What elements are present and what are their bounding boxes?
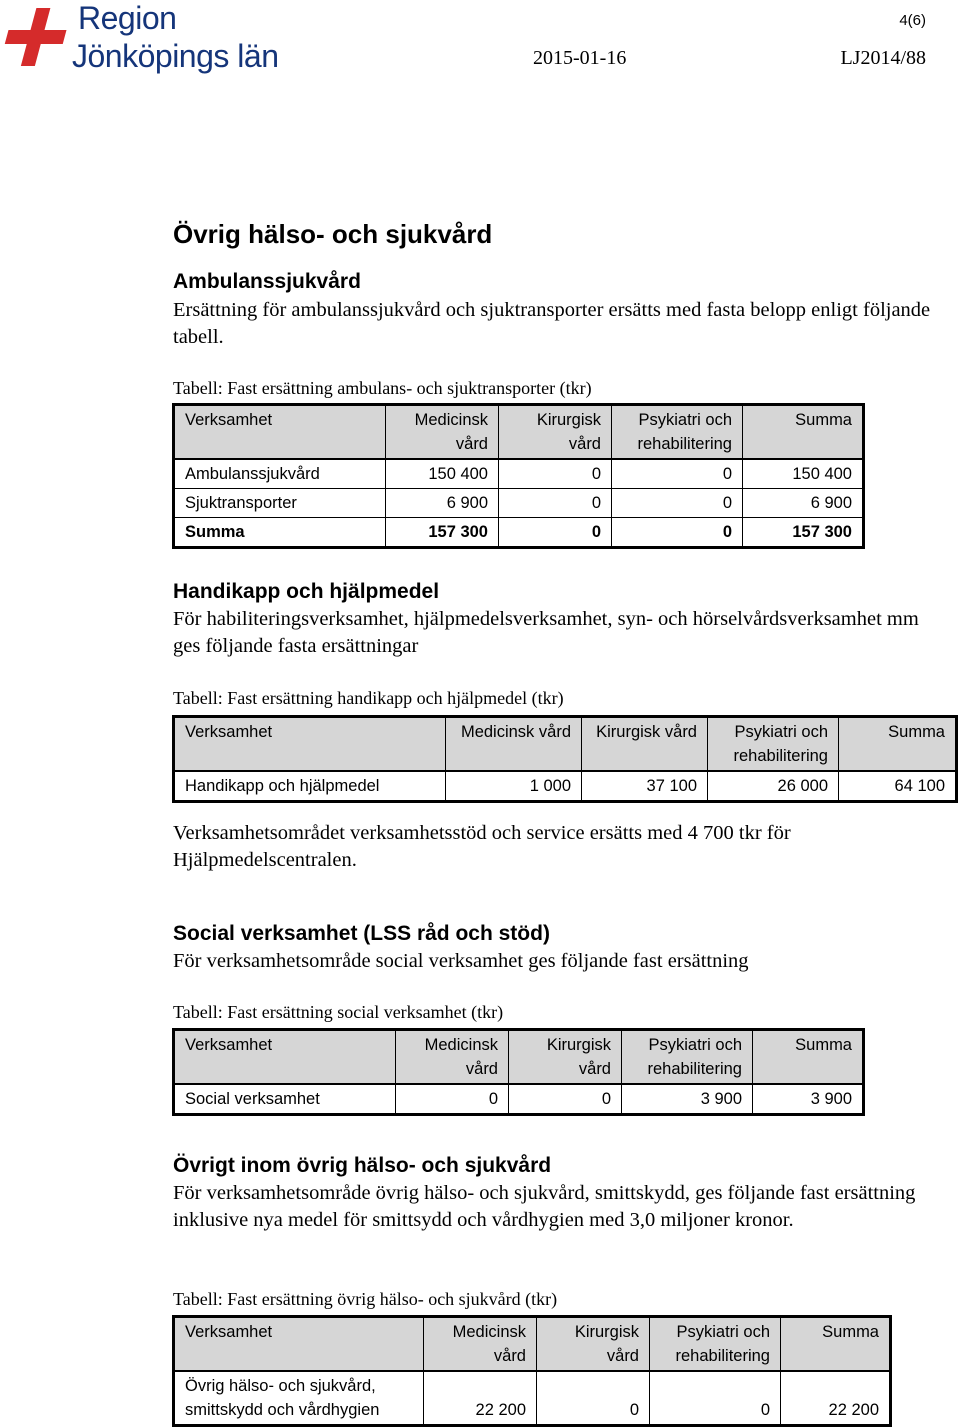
table-row [174, 771, 957, 802]
cell: 0 [612, 518, 743, 548]
cell: 1 000 [446, 771, 582, 802]
table-caption-handikapp: Tabell: Fast ersättning handikapp och hjälpmedel (tkr) [173, 688, 564, 708]
col-header-verksamhet: Verksamhet [174, 405, 386, 460]
col-header-verksamhet: Verksamhet [174, 1030, 396, 1085]
logo-text-county: Jönköpings län [72, 38, 279, 74]
col-header-kirurgisk: Kirurgisk vård [582, 717, 708, 772]
col-header-summa: Summa [743, 405, 864, 460]
logo-text-region: Region [78, 0, 177, 36]
table-header-row [174, 1317, 891, 1372]
col-header-psykiatri: Psykiatri och rehabilitering [708, 717, 839, 772]
cell: 0 [509, 1084, 622, 1115]
table-caption-ambulans: Tabell: Fast ersättning ambulans- och sjuktransporter (tkr) [173, 378, 592, 398]
region-cross-logo-icon [0, 2, 70, 72]
table-header-row [174, 405, 864, 460]
col-header-medicinsk: Medicinsk vård [424, 1317, 537, 1372]
col-header-psykiatri: Psykiatri och rehabilitering [650, 1317, 781, 1372]
cell: Summa [174, 518, 386, 548]
cell: 0 [612, 489, 743, 518]
page-title: Övrig hälso- och sjukvård [173, 219, 493, 249]
col-header-verksamhet: Verksamhet [174, 1317, 424, 1372]
cell: 22 200 [424, 1371, 537, 1426]
col-header-psykiatri: Psykiatri och rehabilitering [622, 1030, 753, 1085]
table-row [174, 459, 864, 489]
col-header-medicinsk: Medicinsk vård [396, 1030, 509, 1085]
cell: 0 [612, 459, 743, 489]
cell: 26 000 [708, 771, 839, 802]
col-header-verksamhet: Verksamhet [174, 717, 446, 772]
cell: Övrig hälso- och sjukvård, smittskydd och vårdhygien [174, 1371, 424, 1426]
table-header-row [174, 717, 957, 772]
table-caption-social: Tabell: Fast ersättning social verksamhet (tkr) [173, 1002, 504, 1022]
cell: 150 400 [386, 459, 499, 489]
section-text-social: För verksamhetsområde social verksamhet ges följande fast ersättning [173, 950, 749, 972]
cell: 3 900 [753, 1084, 864, 1115]
col-header-kirurgisk: Kirurgisk vård [537, 1317, 650, 1372]
col-header-kirurgisk: Kirurgisk vård [509, 1030, 622, 1085]
document-date: 2015-01-16 [533, 47, 627, 69]
table-social [172, 1028, 865, 1116]
section-heading-ambulans: Ambulanssjukvård [173, 270, 361, 293]
col-header-kirurgisk: Kirurgisk vård [499, 405, 612, 460]
section-after-text-handikapp: Verksamhetsområdet verksamhetsstöd och service ersätts med 4 700 tkr för Hjälpmedelscentralen. [173, 822, 791, 871]
table-handikapp [172, 715, 958, 803]
table-ovrigt [172, 1315, 892, 1427]
cell: Social verksamhet [174, 1084, 396, 1115]
cell: 64 100 [839, 771, 957, 802]
table-ambulans [172, 403, 865, 549]
cell: 22 200 [781, 1371, 891, 1426]
section-text-handikapp: För habiliteringsverksamhet, hjälpmedelsverksamhet, syn- och hörselvårdsverksamhet mm ges följande fasta ersättningar [173, 608, 919, 657]
col-header-medicinsk: Medicinsk vård [386, 405, 499, 460]
cell: 157 300 [743, 518, 864, 548]
cell: 6 900 [743, 489, 864, 518]
cell: 6 900 [386, 489, 499, 518]
section-heading-handikapp: Handikapp och hjälpmedel [173, 580, 440, 603]
cell: Sjuktransporter [174, 489, 386, 518]
region-logo [0, 0, 300, 80]
table-row [174, 1371, 891, 1426]
cell: 157 300 [386, 518, 499, 548]
col-header-summa: Summa [753, 1030, 864, 1085]
section-heading-social: Social verksamhet (LSS råd och stöd) [173, 922, 550, 945]
section-heading-ovrigt: Övrigt inom övrig hälso- och sjukvård [173, 1154, 552, 1177]
col-header-medicinsk: Medicinsk vård [446, 717, 582, 772]
section-text-ambulans: Ersättning för ambulanssjukvård och sjuktransporter ersätts med fasta belopp enligt följande tabell. [173, 299, 931, 348]
col-header-summa: Summa [839, 717, 957, 772]
cell: 0 [499, 459, 612, 489]
cell: 0 [396, 1084, 509, 1115]
table-header-row [174, 1030, 864, 1085]
document-reference: LJ2014/88 [840, 47, 926, 69]
cell: 3 900 [622, 1084, 753, 1115]
table-total-row [174, 518, 864, 548]
table-caption-ovrigt: Tabell: Fast ersättning övrig hälso- och sjukvård (tkr) [173, 1289, 558, 1309]
col-header-psykiatri: Psykiatri och rehabilitering [612, 405, 743, 460]
table-row [174, 1084, 864, 1115]
cell: 0 [499, 518, 612, 548]
cell: 0 [499, 489, 612, 518]
cell: Handikapp och hjälpmedel [174, 771, 446, 802]
cell: 0 [650, 1371, 781, 1426]
cell: 0 [537, 1371, 650, 1426]
cell: Ambulanssjukvård [174, 459, 386, 489]
cell: 150 400 [743, 459, 864, 489]
col-header-summa: Summa [781, 1317, 891, 1372]
section-text-ovrigt: För verksamhetsområde övrig hälso- och sjukvård, smittskydd, ges följande fast ersättning inklusive nya medel för smittsydd och vårdhygien med 3,0 miljoner kronor. [173, 1182, 916, 1231]
cell: 37 100 [582, 771, 708, 802]
table-row [174, 489, 864, 518]
page-number: 4(6) [899, 12, 926, 29]
